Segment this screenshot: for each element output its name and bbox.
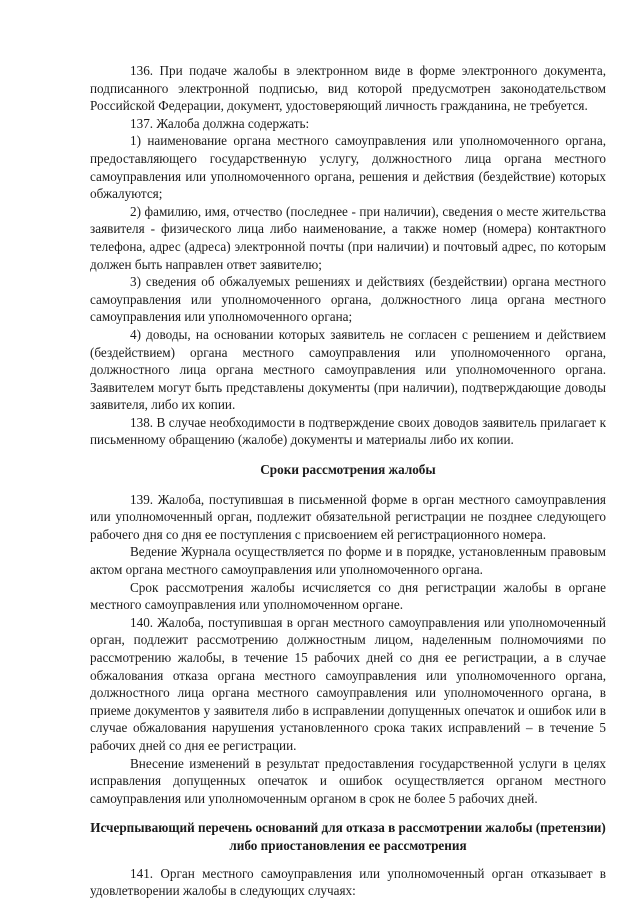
paragraph-139: 139. Жалоба, поступившая в письменной форме в орган местного самоуправления или уполномоченный орган, подлежит обязательной регистрации не позднее следующего рабочего дня со дня ее поступления с присвоением ей регистрационного номера. xyxy=(90,491,606,542)
paragraph-137: 137. Жалоба должна содержать: xyxy=(130,115,310,131)
list-item-2: 2) фамилию, имя, отчество (последнее - при наличии), сведения о месте жительства заявителя - физического лица либо наименование, а также номер (номера) контактного телефона, адрес (адреса) электронной почты (при наличии) и почтовый адрес, по которым должен быть направлен ответ заявителю; xyxy=(90,203,606,272)
paragraph-review-period: Срок рассмотрения жалобы исчисляется со дня регистрации жалобы в органе местного самоуправления или уполномоченном органе. xyxy=(90,579,606,613)
list-item-3: 3) сведения об обжалуемых решениях и действиях (бездействии) органа местного самоуправления или уполномоченного органа, должностного лица органа местного самоуправления или уполномоченного органа; xyxy=(90,274,606,325)
paragraph-138: 138. В случае необходимости в подтверждение своих доводов заявитель прилагает к письменному обращению (жалобе) документы и материалы либо их копии. xyxy=(90,414,606,448)
paragraph-136: 136. При подаче жалобы в электронном виде в форме электронного документа, подписанного электронной подписью, вид которой предусмотрен законодательством Российской Федерации, документ, удостоверяющий личность гражданина, не требуется. xyxy=(90,63,606,114)
list-item-4: 4) доводы, на основании которых заявитель не согласен с решением и действием (бездействием) органа местного самоуправления или уполномоченного органа, должностного лица органа местного самоуправления или уполномоченного органа. Заявителем могут быть представлены документы (при наличии), подтверждающие доводы заявителя, либо их копии. xyxy=(90,326,606,413)
list-item-1: 1) наименование органа местного самоуправления или уполномоченного органа, предоставляющего государственную услугу, должностного лица органа местного самоуправления или уполномоченного органа, решения и действия (бездействие) которых обжалуются; xyxy=(90,133,606,202)
paragraph-journal: Ведение Журнала осуществляется по форме и в порядке, установленным правовым актом органа местного самоуправления или уполномоченного органа. xyxy=(90,544,606,578)
paragraph-140: 140. Жалоба, поступившая в орган местного самоуправления или уполномоченный орган, подлежит рассмотрению должностным лицом, наделенным полномочиями по рассмотрению жалобы, в течение 15 рабочих дней со дня ее регистрации, а в случае обжалования отказа органа местного самоуправления или уполномоченного органа, должностного лица органа местного самоуправления или уполномоченного органа, в приеме документов у заявителя либо в исправлении допущенных опечаток и ошибок или в случае обжалования нарушения установленного срока таких исправлений – в течение 5 рабочих дней со дня ее регистрации. xyxy=(90,614,606,753)
paragraph-141: 141. Орган местного самоуправления или уполномоченный орган отказывает в удовлетворении жалобы в следующих случаях: xyxy=(90,865,606,899)
section-heading-refusal-grounds: Исчерпывающий перечень оснований для отказа в рассмотрении жалобы (претензии) либо приостановления ее рассмотрения xyxy=(90,820,606,853)
paragraph-corrections: Внесение изменений в результат предоставления государственной услуги в целях исправления допущенных опечаток и ошибок осуществляется органом местного самоуправления или уполномоченным органом в срок не более 5 рабочих дней. xyxy=(90,755,606,806)
section-heading-review-terms: Сроки рассмотрения жалобы xyxy=(260,462,436,478)
